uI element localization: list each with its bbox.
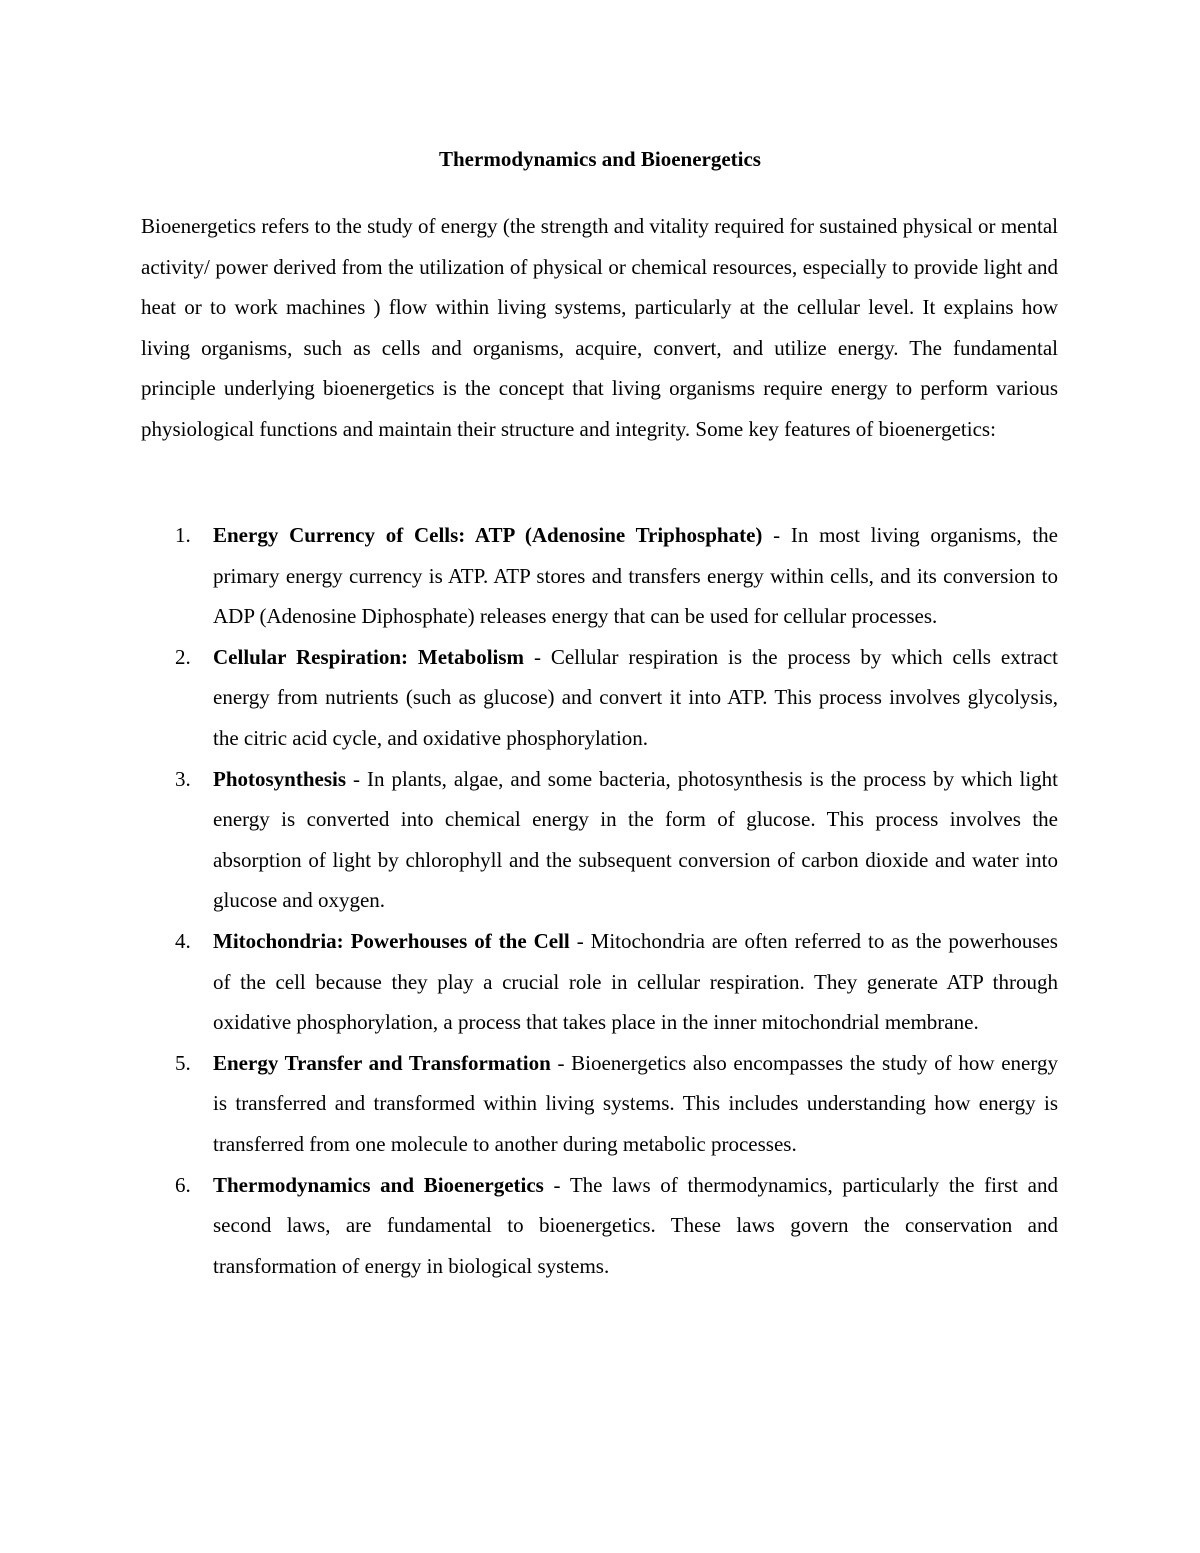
- list-item: [141, 1043, 1058, 1165]
- list-item-heading: Energy Transfer and Transformation: [213, 1050, 551, 1075]
- list-item: [141, 515, 1058, 637]
- list-item-number: 1.: [175, 523, 191, 547]
- list-item-text: - Mitochondria are often referred to as the powerhouses of the cell because they play a crucial role in cellular respiration. They generate ATP through oxidative phosphorylation, a process that takes place in the inner mitochondrial membrane.: [213, 928, 1058, 1035]
- list-item-heading: Photosynthesis: [213, 766, 347, 791]
- list-item-heading: Thermodynamics and Bioenergetics: [213, 1172, 544, 1197]
- list-item: [141, 759, 1058, 921]
- list-item-heading: Cellular Respiration: Metabolism: [213, 644, 525, 669]
- list-item: [141, 921, 1058, 1043]
- page-title: Thermodynamics and Bioenergetics: [439, 147, 761, 171]
- list-item-number: 4.: [175, 928, 191, 953]
- list-item-number: 3.: [175, 766, 191, 791]
- list-item-text: - Bioenergetics also encompasses the study of how energy is transferred and transformed within living systems. This includes understanding how energy is transferred from one molecule to another during metabolic processes.: [213, 1050, 1058, 1156]
- list-item-number: 2.: [175, 644, 191, 669]
- list-item-number: 6.: [175, 1172, 191, 1197]
- list-item-text: - In plants, algae, and some bacteria, photosynthesis is the process by which light energy is converted into chemical energy in the form of glucose. This process involves the absorption of light by chlorophyll and the subsequent conversion of carbon dioxide and water into glucose and oxygen.: [213, 766, 1058, 913]
- list-item-heading: Energy Currency of Cells: ATP (Adenosine Triphosphate): [213, 523, 763, 547]
- intro-paragraph: Bioenergetics refers to the study of energy (the strength and vitality required for sustained physical or mental activity/ power derived from the utilization of physical or chemical resources, especially to provide light and heat or to work machines ) flow within living systems, particularly at the cellular level. It explains how living organisms, such as cells and organisms, acquire, convert, and utilize energy. The fundamental principle underlying bioenergetics is the concept that living organisms require energy to perform various physiological functions and maintain their structure and integrity. Some key features of bioenergetics:: [141, 214, 1058, 441]
- list-item: [141, 1165, 1058, 1287]
- features-list: [141, 515, 1058, 1286]
- list-item-text: - Cellular respiration is the process by which cells extract energy from nutrients (such as glucose) and convert it into ATP. This process involves glycolysis, the citric acid cycle, and oxidative phosphorylation.: [213, 644, 1058, 750]
- list-item: [141, 637, 1058, 759]
- list-item-heading: Mitochondria: Powerhouses of the Cell: [213, 928, 570, 953]
- list-item-text: - The laws of thermodynamics, particularly the first and second laws, are fundamental to bioenergetics. These laws govern the conservation and transformation of energy in biological systems.: [213, 1172, 1058, 1278]
- list-item-text: - In most living organisms, the primary energy currency is ATP. ATP stores and transfers energy within cells, and its conversion to ADP (Adenosine Diphosphate) releases energy that can be used for cellular processes.: [213, 523, 1058, 629]
- list-item-number: 5.: [175, 1050, 191, 1075]
